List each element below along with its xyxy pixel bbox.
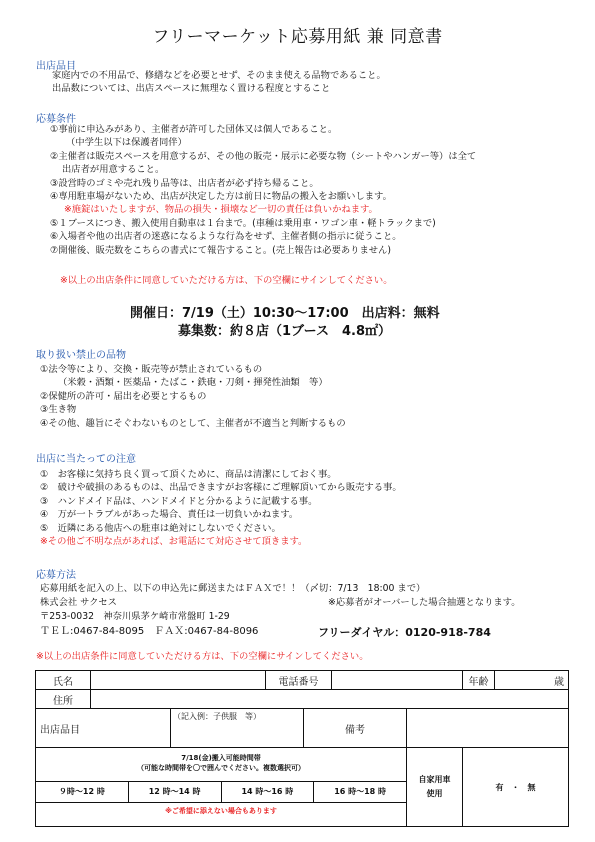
- apply-instructions: 応募用紙を記入の上、以下の申込先に郵送またはＦＡＸで！！（〆切：7/13 18:00 まで）: [40, 583, 426, 594]
- delivery-slots: [36, 781, 406, 803]
- items-line: 出品数については、出店スペースに無理なく置ける程度とすること: [52, 83, 331, 95]
- application-form: [35, 670, 569, 827]
- event-capacity: 募集数：約８店（1ブース 4.8㎡）: [178, 324, 392, 339]
- condition-line: 出店者が用意すること。: [62, 164, 165, 176]
- remarks-label: 備考: [304, 709, 407, 748]
- slot-9-12[interactable]: ９時～12 時: [36, 782, 129, 802]
- notes-text: [40, 468, 402, 548]
- condition-line: ③設営時のゴミや売れ残り品等は、出店者が必ず持ち帰ること。: [50, 177, 319, 189]
- section-heading-prohibited: 取り扱い禁止の品物: [36, 350, 126, 361]
- condition-line: ⑦開催後、販売数をこちらの書式にて報告すること。(売上報告は必要ありません): [50, 244, 391, 256]
- age-label: 年齢: [463, 671, 495, 690]
- car-options[interactable]: 有 ・ 無: [463, 748, 569, 827]
- tel-fax: ＴＥＬ:0467-84-8095 ＦＡＸ:0467-84-8096: [40, 626, 259, 637]
- note-line: ① お客様に気持ち良く買って頂くために、商品は清潔にしておく事。: [40, 469, 337, 480]
- prohibited-line: ②保健所の許可・届出を必要とするもの: [40, 390, 207, 402]
- conditions-text: [50, 123, 476, 257]
- items-cell: [36, 709, 171, 748]
- address-label: 住所: [36, 690, 91, 709]
- slot-16-18[interactable]: 16 時～18 時: [334, 787, 387, 796]
- event-date: 開催日：7/19（土）10:30～17:00 出店料：無料: [130, 306, 440, 321]
- prohibited-text: [40, 363, 346, 430]
- slot-12-14[interactable]: 12 時～14 時: [129, 782, 222, 802]
- prohibited-line: ①法令等により、交換・販売等が禁止されているもの: [40, 364, 263, 375]
- name-field[interactable]: [91, 671, 266, 690]
- page-title: フリーマーケット応募用紙 兼 同意書: [152, 27, 443, 47]
- address-field[interactable]: [91, 690, 569, 709]
- age-field[interactable]: [495, 671, 569, 690]
- agree-note: ※以上の出店条件に同意していただける方は、下の空欄にサインしてください。: [60, 275, 393, 286]
- prohibited-line: （米穀・酒類・医薬品・たばこ・鉄砲・刀剣・揮発性油類 等）: [58, 377, 328, 389]
- prohibited-line: ③生き物: [40, 404, 77, 416]
- note-red-line: ※その他ご不明な点があれば、お電話にて対応させて頂きます。: [40, 536, 308, 548]
- condition-line: ⑥入場者や他の出店者の迷惑になるような行為をせず、主催者側の指示に従うこと。: [50, 231, 402, 243]
- section-heading-conditions: 応募条件: [36, 114, 76, 125]
- remarks-field[interactable]: [407, 709, 569, 748]
- note-line: ⑤ 近隣にある他店への駐車は絶対にしないでください。: [40, 522, 281, 534]
- delivery-cell: [36, 748, 407, 827]
- condition-warning: ※施錠はいたしますが、物品の損失・損壊など一切の責任は負いかねます。: [64, 204, 378, 216]
- company-name: 株式会社 サクセス: [40, 597, 117, 608]
- car-label-line1: 自家用車: [418, 775, 451, 784]
- name-label: 氏名: [36, 671, 91, 690]
- items-label: 出店品目: [40, 725, 80, 736]
- section-heading-items: 出店品目: [36, 61, 76, 72]
- condition-line: ①事前に申込みがあり、主催者が許可した団体又は個人であること。: [50, 124, 338, 135]
- car-label: [407, 748, 463, 827]
- slot-14-16[interactable]: 14 時～16 時: [222, 782, 315, 802]
- condition-line: ⑤１ブースにつき、搬入使用自動車は１台まで。(車種は乗用車・ワゴン車・軽トラックまで): [50, 217, 436, 229]
- free-dial: フリーダイヤル：0120-918-784: [318, 626, 491, 639]
- items-text: [52, 69, 386, 96]
- delivery-title: 7/18(金)搬入可能時間帯: [181, 754, 261, 762]
- address: 〒253-0032 神奈川県茅ケ崎市常盤町 1-29: [40, 611, 230, 622]
- age-unit: 歳: [554, 676, 564, 688]
- note-line: ② 破けや破損のあるものは、出品できますがお客様にご理解頂いてから販売する事。: [40, 482, 402, 494]
- items-line: 家庭内での不用品で、修繕などを必要とせず、そのまま使える品物であること。: [52, 70, 386, 81]
- phone-label: 電話番号: [266, 671, 332, 690]
- condition-line: ④専用駐車場がないため、出店が決定した方は前日に物品の搬入をお願いします。: [50, 191, 392, 203]
- items-example: （記入例：子供服 等）: [173, 712, 261, 721]
- car-label-line2: 使用: [426, 789, 443, 798]
- delivery-subtitle: （可能な時間帯を〇で囲んでください。複数選択可）: [137, 764, 305, 772]
- phone-field[interactable]: [332, 671, 463, 690]
- condition-line: ②主催者は販売スペースを用意するが、その他の販売・展示に必要な物（シートやハンガー等）は全て: [50, 150, 477, 162]
- condition-line: （中学生以下は保護者同伴）: [66, 137, 187, 149]
- lottery-note: ※応募者がオーバーした場合抽選となります。: [328, 597, 521, 608]
- note-line: ③ ハンドメイド品は、ハンドメイドと分かるように記載する事。: [40, 495, 318, 507]
- note-line: ④ 万が一トラブルがあった場合、責任は一切負いかねます。: [40, 509, 299, 521]
- items-field[interactable]: [171, 709, 304, 748]
- delivery-note: ※ご希望に添えない場合もあります: [165, 807, 277, 815]
- agree-note-2: ※以上の出店条件に同意していただける方は、下の空欄にサインしてください。: [36, 651, 369, 662]
- section-heading-notes: 出店に当たっての注意: [36, 454, 136, 465]
- section-heading-apply: 応募方法: [36, 570, 76, 581]
- prohibited-line: ④その他、趣旨にそぐわないものとして、主催者が不適当と判断するもの: [40, 417, 346, 429]
